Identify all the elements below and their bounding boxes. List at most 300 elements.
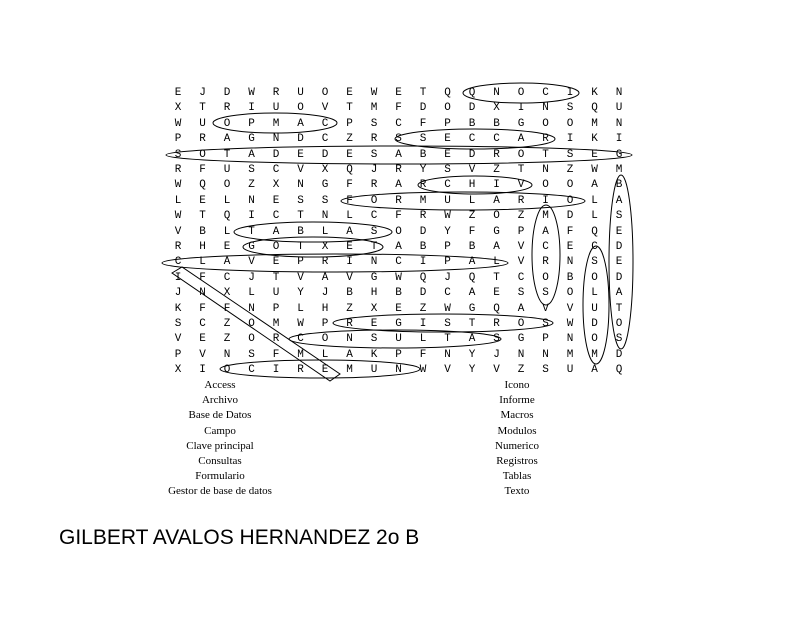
- grid-letter: P: [444, 256, 451, 269]
- grid-letter: Q: [444, 87, 451, 99]
- grid-letter: O: [493, 210, 500, 223]
- grid-letter: U: [272, 287, 280, 300]
- grid-letter: A: [223, 256, 231, 269]
- highlight-gestor-de-base-de-datos: [166, 146, 632, 164]
- grid-letter: J: [174, 287, 182, 300]
- grid-letter: G: [370, 271, 378, 284]
- grid-letter: C: [444, 287, 451, 300]
- grid-letter: A: [468, 287, 476, 300]
- grid-letter: U: [395, 333, 402, 346]
- grid-letter: I: [248, 210, 255, 223]
- grid-letter: S: [444, 164, 451, 176]
- grid-letter: W: [174, 179, 182, 192]
- grid-letter: Q: [346, 164, 353, 176]
- word-list-item: Access: [204, 379, 236, 391]
- grid-letter: E: [199, 194, 206, 207]
- grid-letter: Q: [591, 225, 598, 238]
- grid-letter: Q: [468, 87, 476, 99]
- grid-letter: C: [395, 256, 402, 269]
- highlight-tablas: [234, 222, 392, 242]
- grid-letter: Q: [591, 102, 598, 115]
- word-list-item: Informe: [499, 394, 535, 407]
- grid-letter: P: [297, 256, 304, 269]
- grid-letter: F: [199, 271, 206, 284]
- grid-letter: R: [395, 164, 402, 176]
- grid-letter: F: [199, 164, 206, 176]
- grid-letter: Z: [566, 164, 574, 176]
- grid-letter: X: [321, 241, 329, 253]
- grid-letter: M: [542, 210, 549, 223]
- grid-letter: A: [493, 241, 500, 253]
- grid-letter: N: [566, 333, 574, 346]
- grid-letter: B: [346, 287, 353, 300]
- grid-letter: R: [321, 256, 329, 269]
- grid-letter: K: [591, 133, 598, 146]
- highlight-archivo: [418, 176, 532, 194]
- highlight-consultas: [289, 330, 501, 348]
- grid-letter: E: [346, 148, 353, 161]
- grid-letter: U: [297, 87, 304, 99]
- grid-letter: I: [566, 133, 574, 146]
- grid-letter: T: [248, 225, 255, 238]
- grid-letter: S: [370, 225, 378, 238]
- grid-letter: B: [493, 117, 500, 130]
- grid-letter: N: [199, 287, 206, 300]
- grid-letter: N: [248, 302, 255, 315]
- grid-letter: O: [223, 179, 231, 192]
- grid-letter: A: [591, 364, 598, 377]
- grid-letter: P: [444, 117, 451, 130]
- grid-letter: W: [419, 364, 427, 377]
- grid-letter: G: [517, 117, 525, 130]
- grid-letter: N: [223, 348, 231, 361]
- grid-letter: R: [174, 164, 182, 176]
- grid-letter: L: [321, 348, 329, 361]
- grid-letter: F: [223, 302, 231, 315]
- grid-letter: L: [223, 194, 231, 207]
- grid-letter: Y: [419, 164, 427, 176]
- grid-letter: D: [272, 148, 280, 161]
- grid-letter: M: [591, 348, 598, 361]
- grid-letter: O: [199, 148, 206, 161]
- grid-letter: M: [591, 117, 598, 130]
- grid-letter: T: [199, 102, 206, 115]
- grid-letter: Z: [346, 133, 353, 146]
- grid-letter: C: [199, 318, 206, 330]
- grid-letter: O: [321, 87, 329, 99]
- grid-letter: D: [223, 87, 231, 99]
- grid-letter: Z: [493, 164, 500, 176]
- grid-letter: T: [297, 210, 304, 223]
- grid-letter: L: [174, 194, 182, 207]
- grid-letter: M: [419, 194, 427, 207]
- author-line: GILBERT AVALOS HERNANDEZ 2o B: [59, 526, 420, 549]
- grid-letter: X: [370, 302, 378, 315]
- grid-letter: V: [321, 102, 329, 115]
- word-list-item: Consultas: [198, 455, 242, 468]
- grid-letter: D: [468, 102, 476, 115]
- highlight-icono: [463, 83, 579, 103]
- grid-letter: O: [542, 117, 549, 130]
- grid-letter: X: [493, 102, 500, 115]
- grid-letter: S: [419, 133, 427, 146]
- word-list-item: Campo: [204, 424, 236, 437]
- word-list-item: Macros: [500, 409, 534, 422]
- grid-letter: T: [542, 148, 549, 161]
- grid-letter: A: [615, 194, 623, 207]
- grid-letter: L: [297, 302, 304, 315]
- grid-letter: V: [297, 271, 304, 284]
- grid-letter: T: [199, 210, 206, 223]
- grid-letter: P: [444, 241, 451, 253]
- grid-letter: S: [542, 287, 549, 300]
- grid-letter: F: [272, 348, 280, 361]
- grid-letter: Q: [223, 210, 231, 223]
- grid-letter: R: [272, 333, 280, 346]
- grid-letter: X: [174, 102, 182, 115]
- grid-letter: C: [272, 210, 280, 223]
- grid-letter: E: [370, 318, 378, 330]
- grid-letter: A: [591, 179, 598, 192]
- grid-letter: J: [444, 271, 451, 284]
- grid-letter: U: [444, 194, 451, 207]
- grid-letter: O: [566, 287, 574, 300]
- grid-letter: N: [395, 364, 402, 377]
- grid-letter: T: [615, 302, 623, 315]
- grid-letter: W: [395, 271, 402, 284]
- grid-letter: N: [566, 256, 574, 269]
- grid-letter: M: [272, 318, 280, 330]
- grid-letter: N: [615, 117, 623, 130]
- grid-letter: V: [493, 364, 500, 377]
- grid-letter: I: [174, 271, 182, 284]
- grid-letter: P: [272, 302, 280, 315]
- grid-letter: V: [248, 256, 255, 269]
- grid-letter: T: [223, 148, 231, 161]
- grid-letter: T: [419, 87, 427, 99]
- grid-letter: S: [174, 148, 182, 161]
- grid-letter: D: [566, 210, 574, 223]
- grid-letter: O: [591, 333, 598, 346]
- grid-letter: M: [346, 364, 353, 377]
- highlight-modulos: [583, 246, 609, 364]
- grid-letter: O: [321, 333, 329, 346]
- grid-letter: O: [517, 87, 525, 99]
- grid-letter: B: [199, 225, 206, 238]
- grid-letter: V: [517, 241, 525, 253]
- grid-letter: U: [615, 102, 623, 115]
- grid-letter: C: [517, 271, 525, 284]
- grid-letter: O: [517, 318, 525, 330]
- grid-letter: A: [395, 148, 402, 161]
- grid-letter: W: [444, 302, 451, 315]
- grid-letter: E: [615, 225, 623, 238]
- grid-letter: I: [566, 87, 574, 99]
- grid-letter: G: [248, 133, 255, 146]
- grid-letter: R: [542, 133, 549, 146]
- word-list-item: Registros: [496, 455, 538, 468]
- grid-letter: R: [493, 148, 500, 161]
- grid-letter: N: [493, 87, 500, 99]
- grid-letter: B: [468, 117, 476, 130]
- grid-letter: I: [272, 364, 280, 377]
- grid-letter: V: [199, 348, 206, 361]
- grid-letter: A: [321, 271, 329, 284]
- grid-letter: Q: [468, 271, 476, 284]
- grid-letter: E: [395, 87, 402, 99]
- grid-letter: O: [444, 102, 451, 115]
- grid-letter: N: [346, 333, 353, 346]
- grid-letter: O: [272, 241, 280, 253]
- grid-letter: L: [419, 333, 427, 346]
- grid-letter: A: [395, 241, 402, 253]
- grid-letter: B: [395, 287, 402, 300]
- grid-letter: W: [174, 117, 182, 130]
- grid-letter: S: [542, 364, 549, 377]
- grid-letter: Z: [346, 302, 353, 315]
- highlight-informe: [172, 267, 340, 381]
- grid-letter: J: [321, 287, 329, 300]
- grid-letter: O: [248, 318, 255, 330]
- grid-letter: L: [468, 194, 476, 207]
- grid-letter: T: [297, 241, 304, 253]
- grid-letter: L: [321, 225, 329, 238]
- grid-letter: E: [223, 241, 231, 253]
- grid-letter: R: [370, 133, 378, 146]
- grid-letter: H: [468, 179, 476, 192]
- grid-letter: U: [272, 102, 280, 115]
- grid-letter: R: [517, 194, 525, 207]
- grid-letter: R: [174, 241, 182, 253]
- grid-letter: T: [272, 271, 280, 284]
- grid-letter: F: [395, 210, 402, 223]
- grid-letter: P: [346, 117, 353, 130]
- grid-letter: W: [174, 210, 182, 223]
- grid-letter: F: [199, 302, 206, 315]
- grid-letter: O: [297, 102, 304, 115]
- grid-letter: N: [370, 256, 378, 269]
- grid-letter: M: [566, 348, 574, 361]
- grid-letter: U: [566, 364, 574, 377]
- grid-letter: C: [297, 333, 304, 346]
- word-list-left: [140, 378, 300, 500]
- grid-letter: R: [297, 364, 304, 377]
- grid-letter: R: [370, 179, 378, 192]
- grid-letter: Q: [419, 271, 427, 284]
- grid-letter: H: [370, 287, 378, 300]
- grid-letter: W: [248, 87, 255, 99]
- grid-letter: E: [199, 333, 206, 346]
- grid-letter: S: [370, 333, 378, 346]
- grid-letter: E: [346, 241, 353, 253]
- grid-letter: V: [297, 164, 304, 176]
- grid-letter: N: [444, 348, 451, 361]
- grid-letter: P: [321, 318, 329, 330]
- grid-letter: A: [517, 302, 525, 315]
- grid-letter: E: [615, 256, 623, 269]
- grid-letter: A: [468, 256, 476, 269]
- grid-letter: E: [321, 364, 329, 377]
- grid-letter: D: [615, 241, 623, 253]
- grid-letter: S: [615, 333, 623, 346]
- grid-letter: Y: [297, 287, 304, 300]
- word-list-item: Modulos: [497, 424, 537, 437]
- grid-letter: D: [615, 271, 623, 284]
- grid-letter: R: [419, 210, 427, 223]
- grid-letter: R: [395, 194, 402, 207]
- grid-letter: D: [297, 133, 304, 146]
- grid-letter: S: [493, 333, 500, 346]
- grid-letter: C: [444, 179, 451, 192]
- grid-letter: T: [346, 102, 353, 115]
- grid-letter: P: [174, 133, 182, 146]
- grid-letter: F: [419, 117, 427, 130]
- grid-letter: C: [395, 117, 402, 130]
- grid-letter: Q: [493, 302, 500, 315]
- grid-letter: Y: [444, 225, 451, 238]
- grid-letter: S: [174, 318, 182, 330]
- grid-letter: R: [346, 318, 353, 330]
- grid-letter: N: [517, 348, 525, 361]
- highlight-formulario: [341, 192, 585, 210]
- grid-letter: S: [370, 117, 378, 130]
- grid-letter: S: [395, 133, 402, 146]
- grid-letter: L: [493, 256, 500, 269]
- grid-letter: P: [542, 333, 549, 346]
- grid-letter: C: [272, 164, 280, 176]
- grid-letter: I: [419, 318, 427, 330]
- grid-letter: F: [346, 194, 353, 207]
- grid-letter: A: [517, 133, 525, 146]
- grid-letter: K: [591, 87, 598, 99]
- grid-letter: I: [615, 133, 623, 146]
- grid-letter: I: [346, 256, 353, 269]
- grid-letter: E: [566, 241, 574, 253]
- grid-letter: F: [346, 179, 353, 192]
- grid-letter: W: [444, 210, 451, 223]
- grid-letter: G: [493, 225, 500, 238]
- grid-letter: A: [223, 133, 231, 146]
- grid-letter: E: [395, 302, 402, 315]
- grid-letter: V: [517, 179, 525, 192]
- grid-letter: N: [615, 87, 623, 99]
- grid-letter: R: [223, 102, 231, 115]
- grid-letter: O: [223, 364, 231, 377]
- grid-letter: Z: [248, 179, 255, 192]
- grid-letter: O: [517, 148, 525, 161]
- grid-letter: R: [272, 87, 280, 99]
- grid-letter: O: [542, 179, 549, 192]
- grid-letter: E: [297, 148, 304, 161]
- grid-letter: L: [346, 210, 353, 223]
- grid-letter: C: [321, 117, 329, 130]
- grid-letter: S: [297, 194, 304, 207]
- grid-letter: L: [591, 210, 598, 223]
- grid-letter: L: [223, 225, 231, 238]
- grid-letter: Z: [223, 333, 231, 346]
- grid-letter: G: [615, 148, 623, 161]
- grid-letter: M: [297, 348, 304, 361]
- grid-letter: A: [346, 225, 353, 238]
- word-list-item: Icono: [504, 379, 530, 391]
- grid-letter: F: [395, 102, 402, 115]
- grid-letter: D: [419, 225, 427, 238]
- grid-letter: O: [566, 179, 574, 192]
- grid-letter: E: [493, 287, 500, 300]
- grid-letter: U: [370, 364, 378, 377]
- grid-letter: Z: [468, 210, 476, 223]
- grid-letter: H: [321, 302, 329, 315]
- grid-letter: P: [395, 348, 402, 361]
- grid-letter: G: [395, 318, 402, 330]
- grid-letter: J: [370, 164, 378, 176]
- grid-letter: K: [174, 302, 182, 315]
- grid-letter: M: [272, 117, 280, 130]
- grid-letter: O: [370, 194, 378, 207]
- grid-letter: A: [346, 348, 353, 361]
- grid-letter: I: [199, 364, 206, 377]
- grid-letter: B: [419, 148, 427, 161]
- grid-letter: C: [468, 133, 476, 146]
- grid-letter: D: [591, 318, 598, 330]
- grid-letter: W: [297, 318, 304, 330]
- grid-letter: E: [591, 148, 598, 161]
- highlight-registros: [333, 314, 553, 332]
- grid-letter: S: [248, 348, 255, 361]
- grid-letter: N: [542, 348, 549, 361]
- grid-letter: B: [468, 241, 476, 253]
- grid-letter: F: [419, 348, 427, 361]
- grid-letter: B: [566, 271, 574, 284]
- grid-letter: B: [297, 225, 304, 238]
- grid-letter: I: [517, 102, 525, 115]
- grid-letter: M: [370, 102, 378, 115]
- highlight-base-de-datos: [609, 175, 633, 349]
- grid-letter: X: [174, 364, 182, 377]
- grid-letter: D: [419, 102, 427, 115]
- grid-letter: B: [419, 241, 427, 253]
- grid-letter: C: [174, 256, 182, 269]
- grid-letter: Z: [223, 318, 231, 330]
- grid-letter: L: [591, 194, 598, 207]
- grid-letter: S: [517, 287, 525, 300]
- word-list-item: Numerico: [495, 439, 539, 452]
- grid-letter: R: [199, 133, 206, 146]
- grid-letter: N: [272, 133, 280, 146]
- grid-letter: S: [591, 256, 598, 269]
- grid-letter: J: [493, 348, 500, 361]
- grid-letter: C: [542, 241, 549, 253]
- grid-letter: O: [248, 333, 255, 346]
- grid-letter: E: [444, 148, 451, 161]
- grid-letter: T: [370, 241, 378, 253]
- grid-letter: I: [493, 179, 500, 192]
- highlight-numerico: [220, 360, 420, 378]
- grid-letter: J: [199, 87, 206, 99]
- grid-letter: C: [248, 364, 255, 377]
- grid-letter: L: [248, 287, 255, 300]
- grid-letter: A: [468, 333, 476, 346]
- grid-letter: P: [517, 225, 525, 238]
- grid-letter: T: [444, 333, 451, 346]
- word-list-item: Base de Datos: [188, 409, 252, 422]
- word-list-item: Formulario: [195, 470, 245, 483]
- grid-letter: O: [591, 271, 598, 284]
- grid-letter: E: [444, 133, 451, 146]
- word-list-item: Gestor de base de datos: [168, 485, 272, 498]
- grid-letter: G: [468, 302, 476, 315]
- grid-letter: U: [199, 117, 206, 130]
